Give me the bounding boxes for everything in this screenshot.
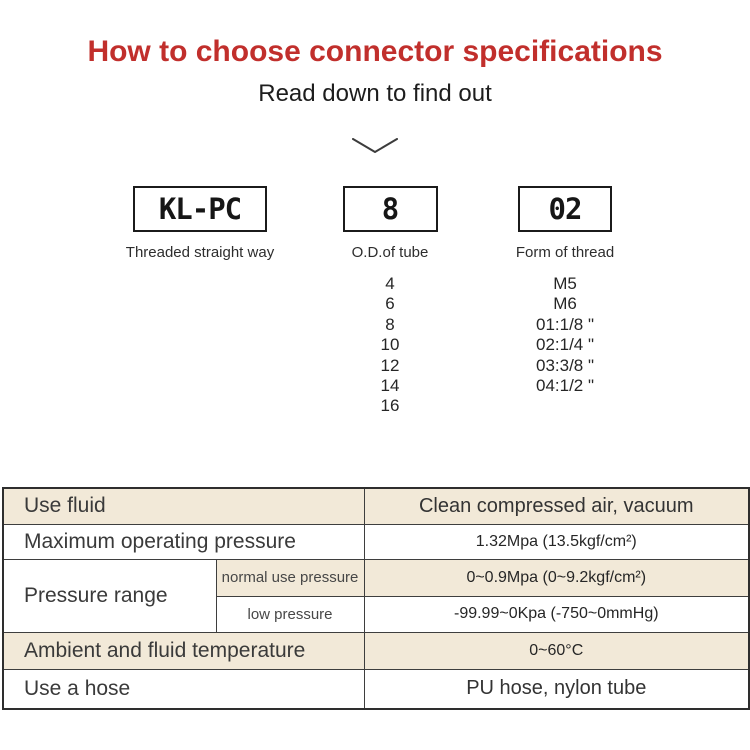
spec-row-ambient-fluid-temperature: [3, 632, 749, 669]
use-a-hose-label: Use a hose: [3, 669, 364, 709]
normal-use-pressure-label: normal use pressure: [216, 559, 364, 596]
use-fluid-value: Clean compressed air, vacuum: [364, 488, 749, 524]
normal-use-pressure-value: 0~0.9Mpa (0~9.2kgf/cm²): [364, 559, 749, 596]
thread-form-option: 02:1/4 ": [535, 335, 595, 355]
page-subtitle: Read down to find out: [258, 80, 492, 107]
use-a-hose-value: PU hose, nylon tube: [364, 669, 749, 709]
code-box-thread: 02: [518, 186, 612, 232]
model-code-segment-series: [115, 186, 285, 260]
spec-row-use-a-hose: [3, 669, 749, 709]
spec-table: [2, 487, 750, 710]
use-fluid-label: Use fluid: [3, 488, 364, 524]
spec-row-pressure-range-normal: [3, 559, 749, 596]
code-box-series: KL-PC: [133, 186, 267, 232]
spec-row-max-operating-pressure: [3, 524, 749, 559]
thread-form-option: 01:1/8 ": [535, 314, 595, 334]
tube-od-option: 16: [380, 396, 400, 416]
tube-od-option: 6: [385, 294, 395, 314]
chevron-down-icon: [0, 138, 750, 154]
page-title: How to choose connector specifications: [87, 35, 663, 68]
thread-form-option-list: [536, 274, 594, 396]
low-pressure-label: low pressure: [216, 596, 364, 632]
code-label-thread: Form of thread: [515, 244, 615, 261]
thread-form-option: 03:3/8 ": [535, 355, 595, 375]
ambient-fluid-temperature-label: Ambient and fluid temperature: [3, 632, 364, 669]
ambient-fluid-temperature-value: 0~60°C: [364, 632, 749, 669]
code-label-tube-od: O.D.of tube: [351, 244, 429, 261]
code-label-series: Threaded straight way: [125, 244, 275, 261]
model-code-segment-tube-od: [305, 186, 475, 417]
tube-od-option: 4: [385, 274, 395, 293]
tube-od-option: 14: [380, 376, 400, 396]
thread-form-option: M5: [553, 274, 577, 293]
max-operating-pressure-label: Maximum operating pressure: [3, 524, 364, 559]
max-operating-pressure-value: 1.32Mpa (13.5kgf/cm²): [364, 524, 749, 559]
spec-row-use-fluid: [3, 488, 749, 524]
tube-od-option: 8: [385, 314, 395, 334]
tube-od-option-list: [381, 274, 400, 417]
tube-od-option: 12: [380, 355, 400, 375]
thread-form-option: 04:1/2 ": [535, 376, 595, 396]
tube-od-option: 10: [380, 335, 400, 355]
low-pressure-value: -99.99~0Kpa (-750~0mmHg): [364, 596, 749, 632]
code-box-tube-od: 8: [343, 186, 438, 232]
model-code-segment-thread: [480, 186, 650, 396]
thread-form-option: M6: [553, 294, 577, 314]
pressure-range-label: Pressure range: [3, 559, 216, 632]
